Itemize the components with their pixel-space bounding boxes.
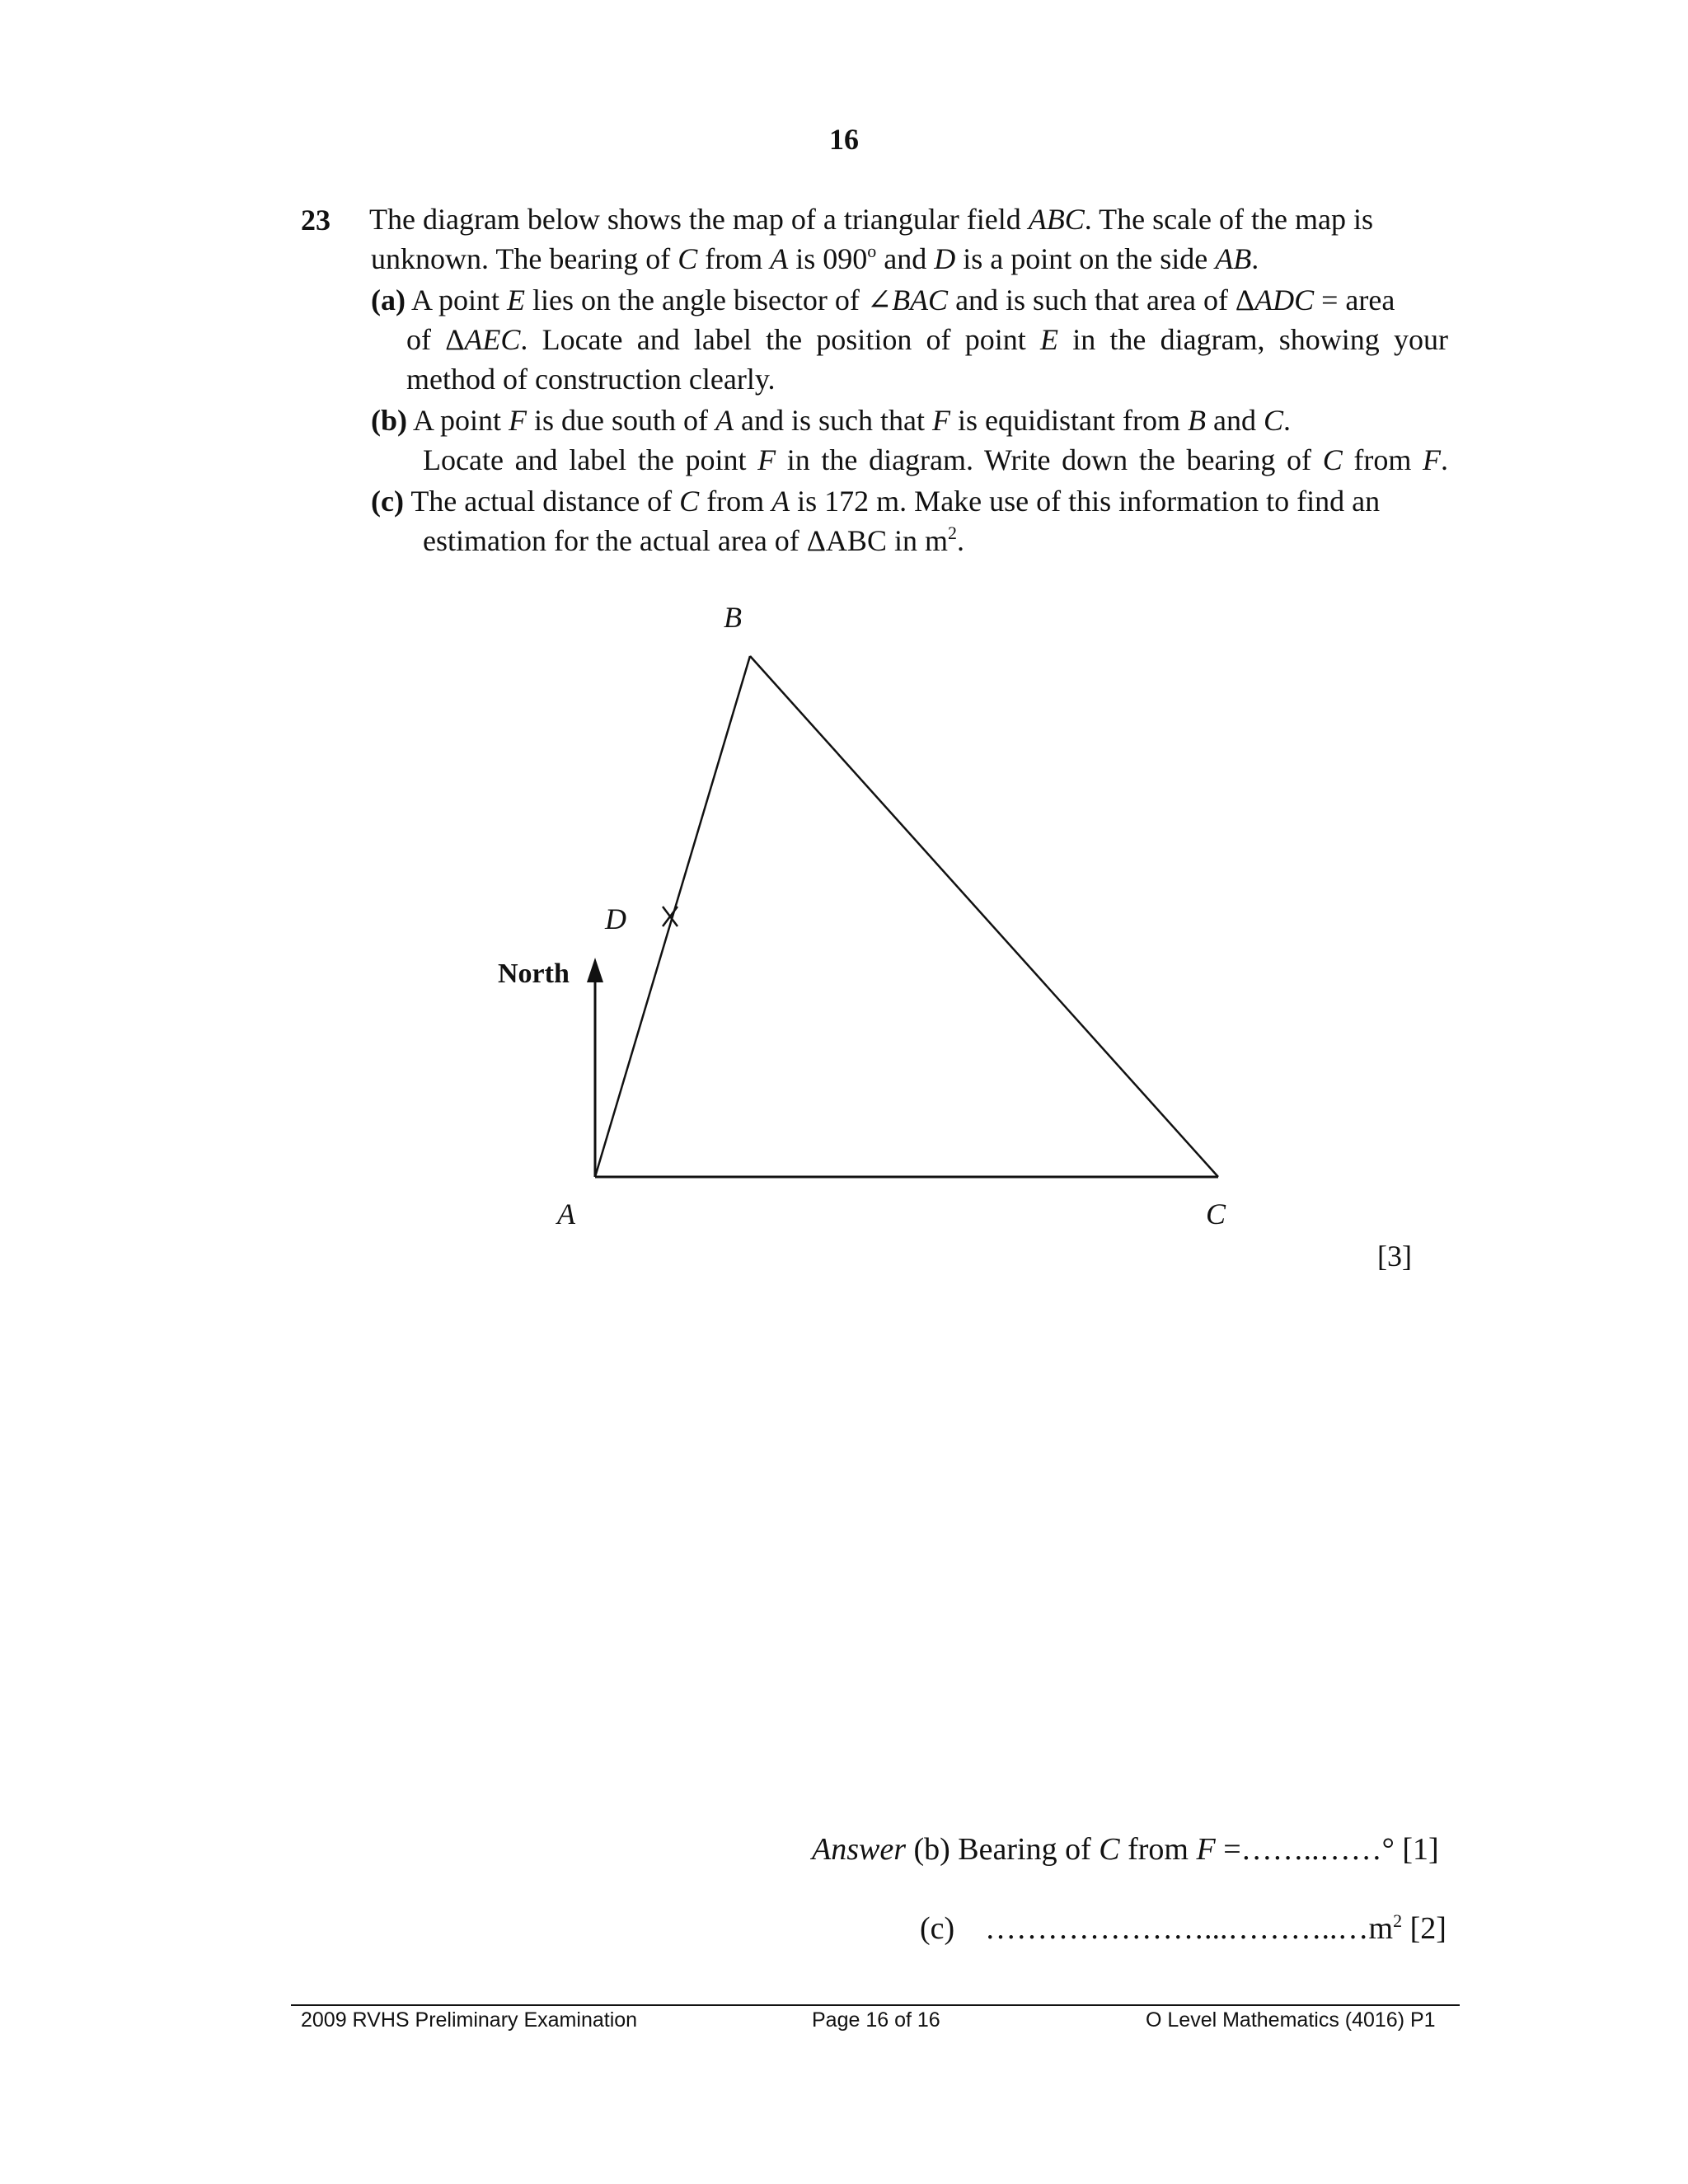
answer-c-label: (c) xyxy=(920,1911,955,1946)
answer-c: $\dots\dots\dots\dots\dots\dots\dots...\dots\dots\dots..\dots m^2$ [2] xyxy=(985,1910,1447,1946)
label-d: D xyxy=(605,902,626,935)
side-bc xyxy=(750,656,1218,1177)
footer-rule xyxy=(291,2004,1460,2006)
page-number: 16 xyxy=(829,123,859,156)
part-b-line1: (b) A point F is due south of A and is such that F is equidistant from B and C. xyxy=(371,404,1291,437)
part-b-line2: Locate and label the point F in the diagram. Write down the bearing of C from F. xyxy=(423,443,1449,476)
label-c: C xyxy=(1206,1197,1226,1230)
marks-part-a: [3] xyxy=(1377,1240,1412,1272)
answer-b: Answer (b) Bearing of C from F =……..……° [1] xyxy=(812,1832,1439,1867)
question-number: 23 xyxy=(301,204,331,237)
part-c-line1: (c) The actual distance of C from A is 172 m. Make use of this information to find an xyxy=(371,485,1381,518)
footer-right: O Level Mathematics (4016) P1 xyxy=(1146,2008,1436,2032)
part-a-line3: method of construction clearly. xyxy=(406,363,776,396)
north-arrow-head xyxy=(587,958,603,982)
footer-center: Page 16 of 16 xyxy=(812,2008,940,2032)
question-intro-line2: unknown. The bearing of C from A is 090$^o$ and D is a point on the side AB. xyxy=(371,241,1259,275)
part-a-line2: of ΔAEC. Locate and label the position of point E in the diagram, showing your xyxy=(406,323,1448,356)
north-label: North xyxy=(498,958,570,989)
label-a: A xyxy=(557,1197,575,1230)
label-b: B xyxy=(724,601,742,634)
question-intro-line1: The diagram below shows the map of a triangular field ABC. The scale of the map is xyxy=(369,203,1373,236)
footer-left: 2009 RVHS Preliminary Examination xyxy=(301,2008,638,2032)
part-a-line1: (a) A point E lies on the angle bisector of ∠BAC and is such that area of ΔADC = area xyxy=(371,284,1395,316)
part-c-line2: estimation for the actual area of ΔABC in $m^2$. xyxy=(423,523,964,557)
